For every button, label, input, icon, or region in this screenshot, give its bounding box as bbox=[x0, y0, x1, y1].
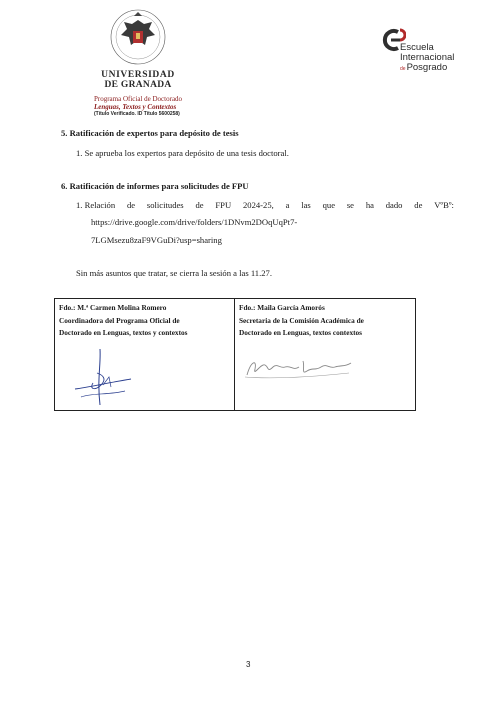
section-6-title: 6. Ratificación de informes para solicitudes de FPU bbox=[61, 181, 249, 191]
section-6-item-word: se bbox=[346, 200, 354, 210]
section-6-item-word: 1. Relación bbox=[76, 200, 116, 210]
section-6-item-word: 2024-25, bbox=[242, 200, 274, 210]
section-6-item-word: a bbox=[285, 200, 290, 210]
section-5-title: 5. Ratificación de expertos para depósito de tesis bbox=[61, 128, 239, 138]
handwritten-signature-secretary bbox=[241, 355, 355, 381]
school-name-line1: Escuela bbox=[400, 42, 434, 53]
section-6-item-word: VºBº: bbox=[434, 200, 454, 210]
section-6-item-word: ha bbox=[365, 200, 374, 210]
school-name-line3 bbox=[400, 63, 447, 74]
section-6-item-word: FPU bbox=[215, 200, 232, 210]
signer-role-cont: Doctorado en Lenguas, textos y contextos bbox=[59, 328, 188, 337]
school-name-prefix: de bbox=[400, 66, 406, 72]
university-crest-logo bbox=[100, 8, 176, 66]
signer-role: Coordinadora del Programa Oficial de bbox=[59, 315, 180, 325]
section-6-item-word: solicitudes bbox=[146, 200, 184, 210]
drive-link-line1[interactable]: https://drive.google.com/drive/folders/1DNvm2DOqUqPt7- bbox=[91, 217, 298, 227]
verification-id: (Título Verificado. ID Título 5600258) bbox=[94, 111, 180, 117]
signature-cell-coordinator bbox=[55, 299, 235, 410]
section-6-item-word: las bbox=[301, 200, 311, 210]
section-6-item-word: de bbox=[195, 200, 204, 210]
signature-cell-secretary bbox=[235, 299, 415, 410]
section-6-item-word: de bbox=[414, 200, 423, 210]
signature-table bbox=[54, 298, 416, 411]
signer-role: Secretaria de la Comisión Académica de bbox=[239, 315, 364, 325]
closing-statement: Sin más asuntos que tratar, se cierra la sesión a las 11.27. bbox=[76, 268, 272, 278]
drive-link-line2[interactable]: 7LGMsezu8zaF9VGuDi?usp=sharing bbox=[91, 235, 222, 245]
section-6-item bbox=[76, 200, 454, 210]
program-name: Lenguas, Textos y Contextos bbox=[94, 103, 177, 111]
school-name-line2: Internacional bbox=[400, 52, 455, 63]
section-6-item-word: que bbox=[322, 200, 336, 210]
program-label: Programa Oficial de Doctorado bbox=[94, 95, 183, 103]
university-name-line2: DE GRANADA bbox=[104, 80, 172, 90]
signer-name: Fdo.: M.ª Carmen Molina Romero bbox=[59, 303, 167, 312]
school-name-word: Posgrado bbox=[406, 62, 448, 73]
signer-name: Fdo.: Maila García Amorós bbox=[239, 303, 325, 312]
handwritten-signature-coordinator bbox=[67, 345, 137, 409]
page-number: 3 bbox=[246, 660, 251, 669]
section-6-item-word: dado bbox=[385, 200, 403, 210]
signer-role-cont: Doctorado en Lenguas, textos contextos bbox=[239, 328, 363, 337]
section-6-item-word: de bbox=[126, 200, 136, 210]
section-5-item: 1. Se aprueba los expertos para depósito de una tesis doctoral. bbox=[76, 148, 289, 158]
university-name-line1: UNIVERSIDAD bbox=[101, 70, 175, 80]
section-6-item-line bbox=[76, 200, 454, 210]
